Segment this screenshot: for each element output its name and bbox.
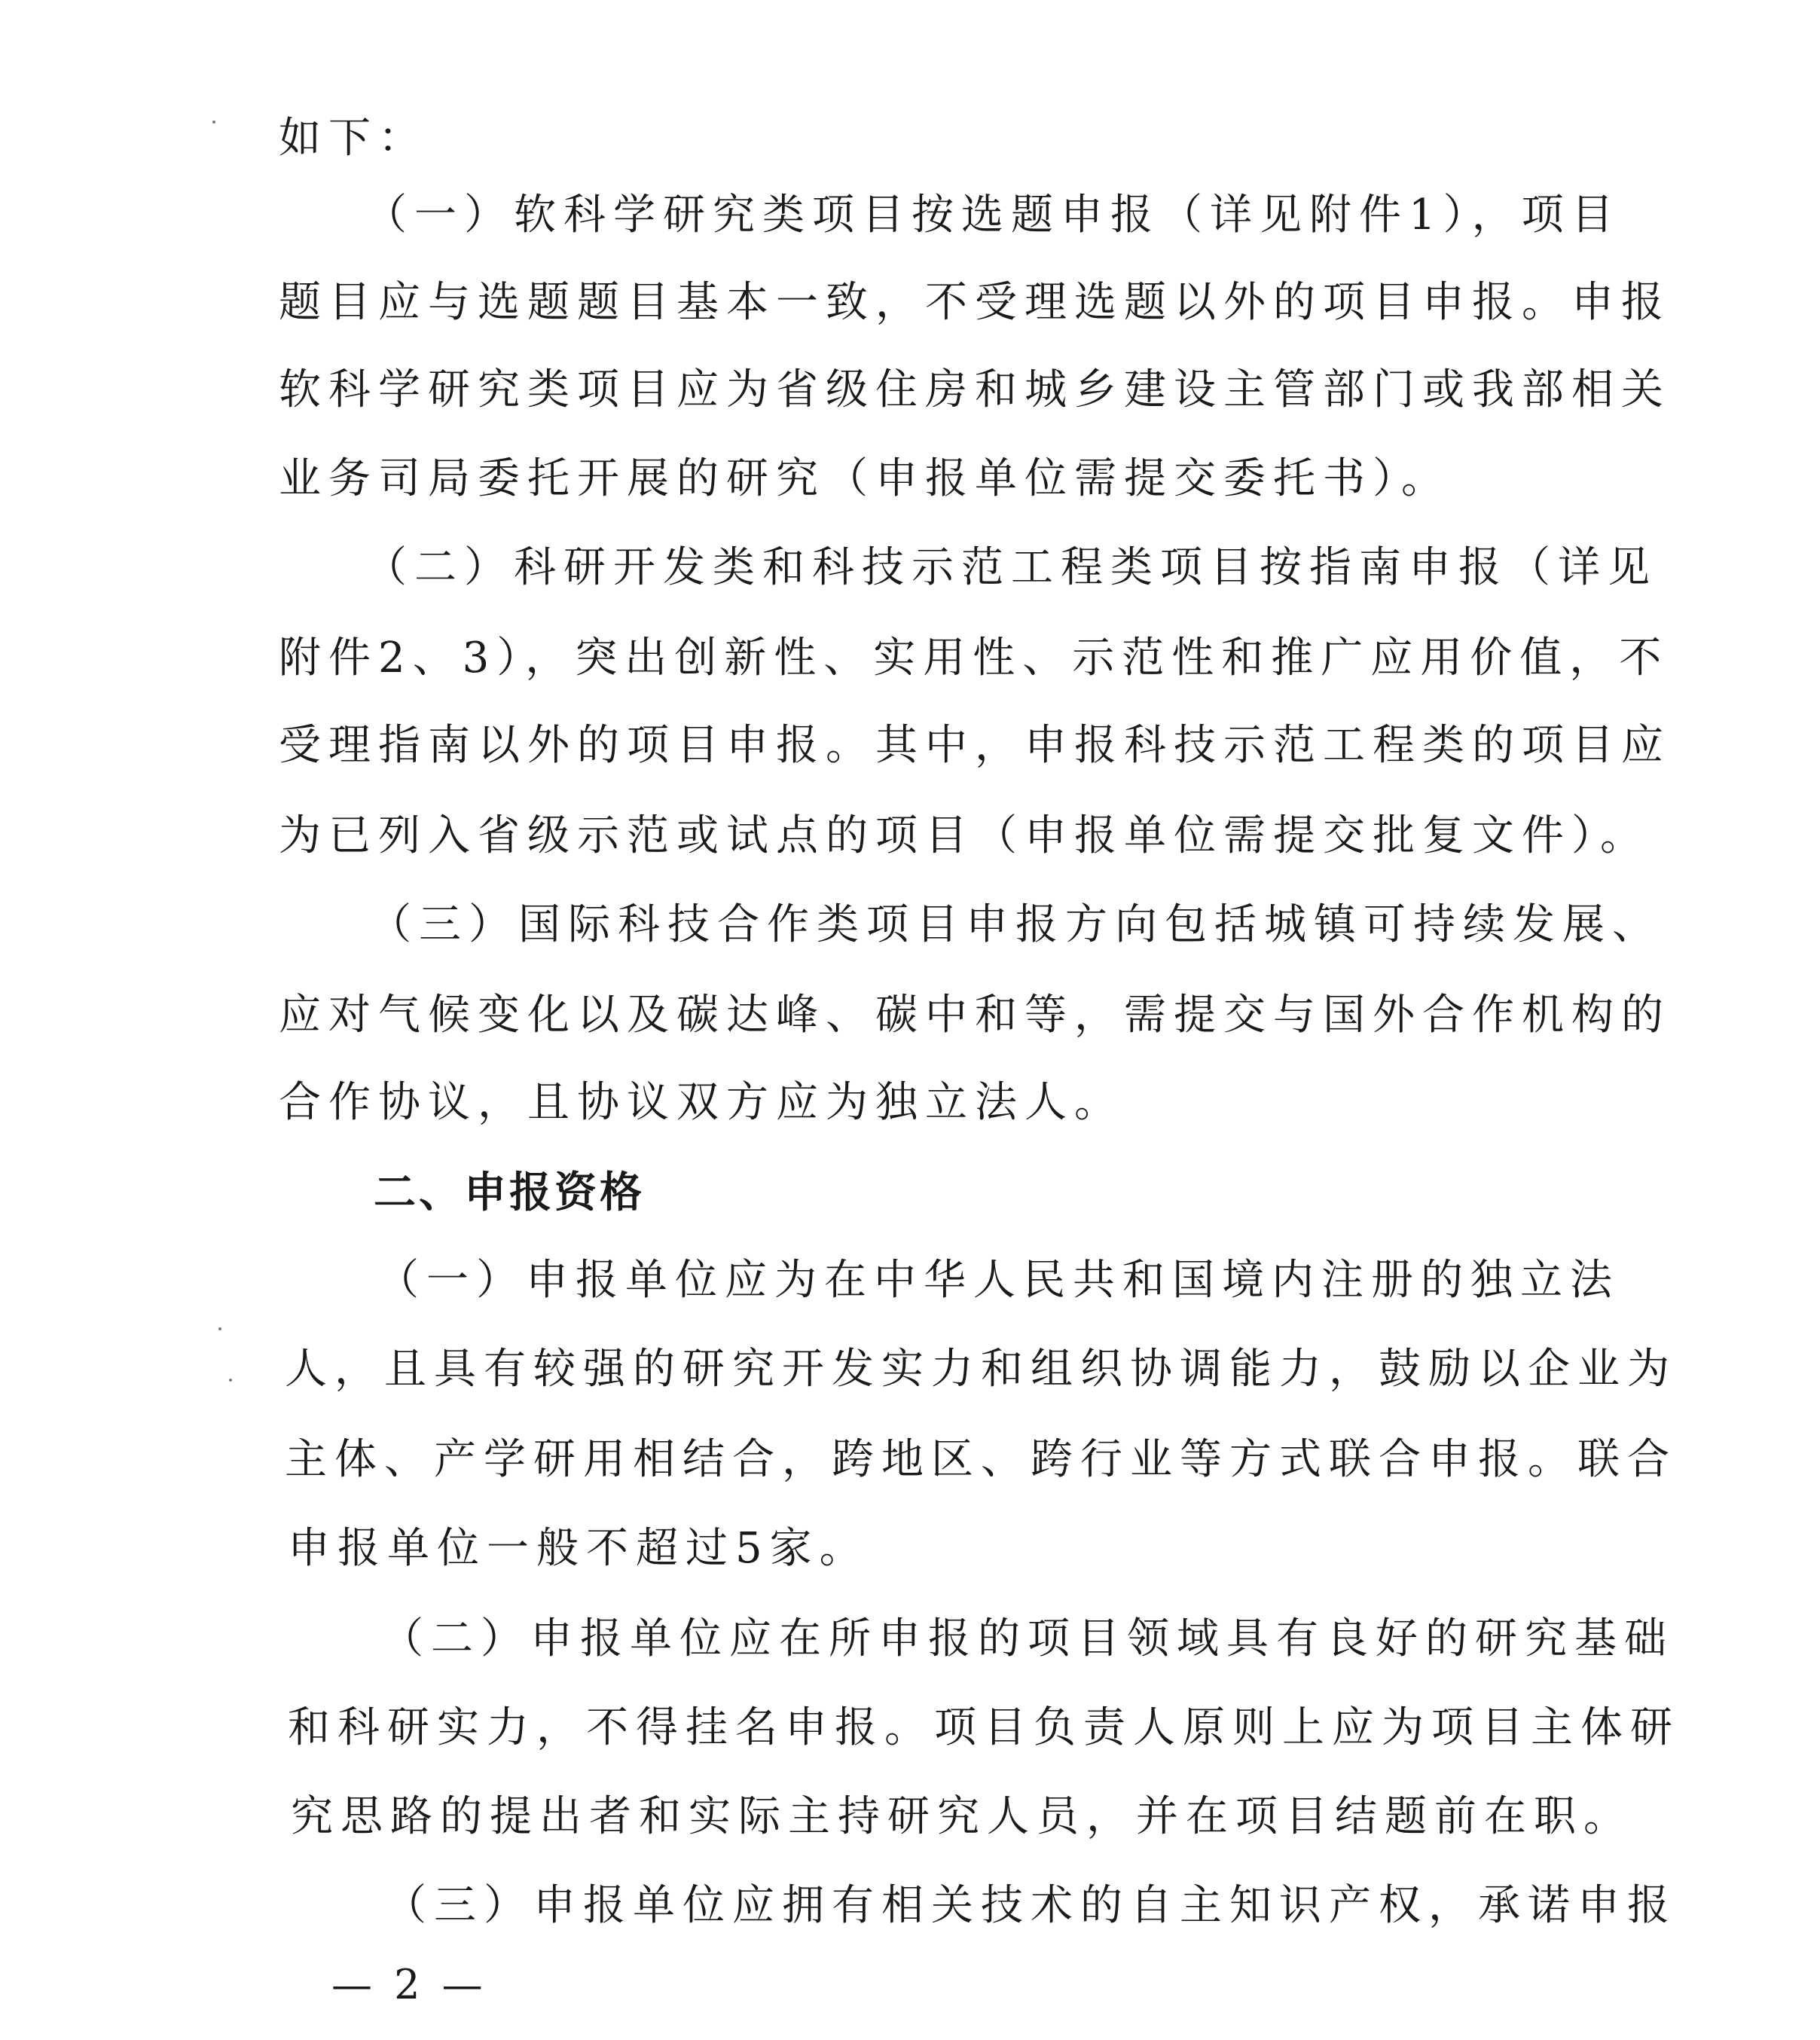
text-line: 受理指南以外的项目申报。其中，申报科技示范工程类的项目应	[279, 721, 1671, 770]
scan-speck	[212, 121, 215, 124]
paragraph-first-line: （一）软科学研究类项目按选题申报（详见附件1），项目	[365, 191, 1621, 240]
text-line: 应对气候变化以及碳达峰、碳中和等，需提交与国外合作机构的	[279, 991, 1671, 1040]
scan-speck	[229, 1379, 232, 1382]
paragraph-first-line: （二）申报单位应在所申报的项目领域具有良好的研究基础	[381, 1614, 1674, 1663]
paragraph-first-line: （一）申报单位应为在中华人民共和国境内注册的独立法	[377, 1256, 1620, 1305]
text-line: 如下：	[279, 114, 428, 163]
text-line: 合作协议，且协议双方应为独立法人。	[279, 1078, 1124, 1127]
text-line: 究思路的提出者和实际主持研究人员，并在项目结题前在职。	[291, 1792, 1633, 1841]
text-line: 为已列入省级示范或试点的项目（申报单位需提交批复文件）。	[279, 811, 1650, 860]
text-line: 业务司局委托开展的研究（申报单位需提交委托书）。	[279, 454, 1451, 503]
scan-speck	[218, 1327, 221, 1330]
text-line: 题目应与选题题目基本一致，不受理选题以外的项目申报。申报	[279, 278, 1671, 327]
text-line: 申报单位一般不超过5家。	[288, 1524, 869, 1573]
paragraph-first-line: （二）科研开发类和科技示范工程类项目按指南申报（详见	[365, 543, 1657, 592]
paragraph-first-line: （三）申报单位应拥有相关技术的自主知识产权，承诺申报	[384, 1881, 1677, 1930]
text-line: 软科学研究类项目应为省级住房和城乡建设主管部门或我部相关	[279, 365, 1671, 414]
text-line: 和科研实力，不得挂名申报。项目负责人原则上应为项目主体研	[288, 1703, 1680, 1752]
page-number: — 2 —	[331, 1961, 487, 2008]
text-line: 主体、产学研用相结合，跨地区、跨行业等方式联合申报。联合	[285, 1435, 1677, 1484]
section-heading: 二、申报资格	[374, 1168, 645, 1217]
text-line: 附件2、3），突出创新性、实用性、示范性和推广应用价值，不	[279, 634, 1669, 683]
text-line: 人，且具有较强的研究开发实力和组织协调能力，鼓励以企业为	[285, 1345, 1677, 1394]
paragraph-first-line: （三）国际科技合作类项目申报方向包括城镇可持续发展、	[369, 900, 1662, 949]
